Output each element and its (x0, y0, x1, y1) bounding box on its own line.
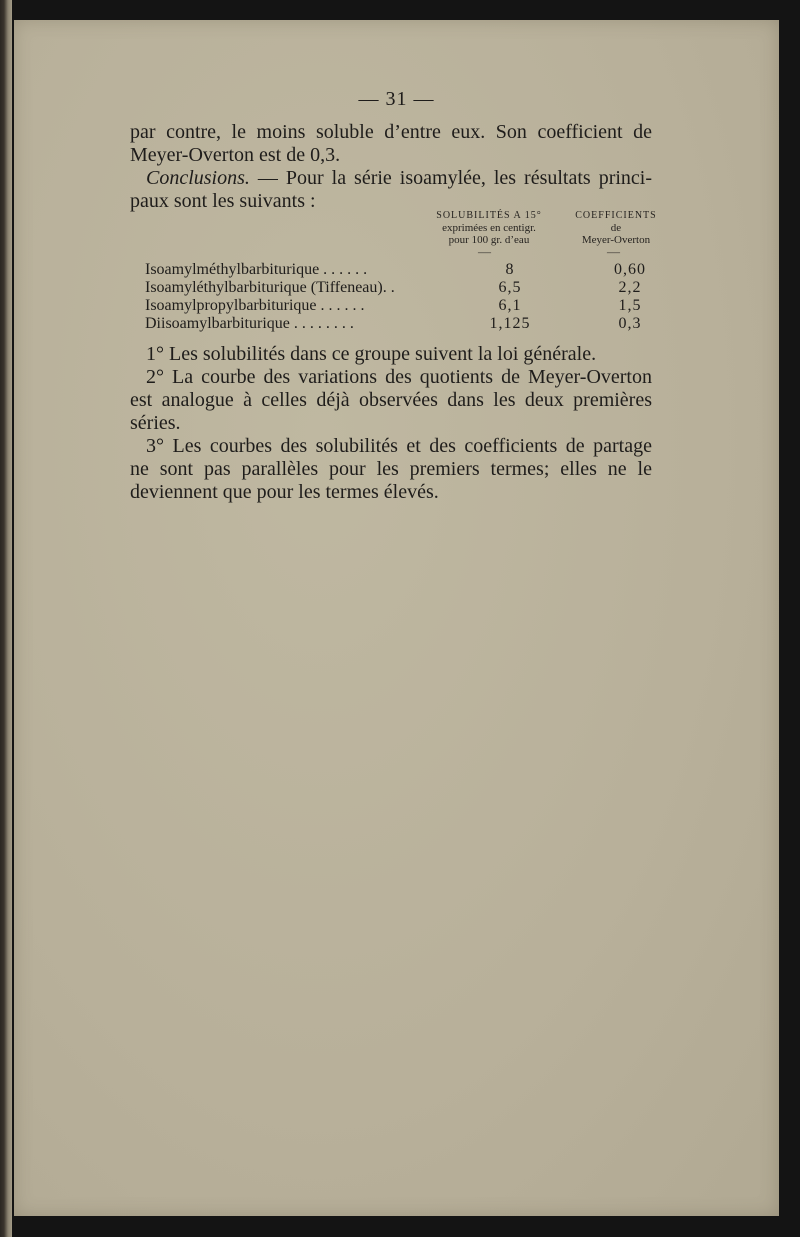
compound-name: Isoamylméthylbarbiturique . . . . . . (145, 261, 368, 278)
compound-name: Isoamyléthylbarbiturique (Tiffeneau). . (145, 279, 395, 296)
table-row (145, 314, 685, 333)
point-3-line-3: deviennent que pour les termes élevés. (130, 481, 439, 503)
compound-name: Diisoamylbarbiturique . . . . . . . . (145, 315, 354, 332)
coefficient-value: 1,5 (618, 297, 642, 314)
table-row (145, 278, 685, 297)
conclusions-line-1 (130, 167, 652, 190)
solubility-column-header (419, 210, 559, 246)
binding-edge (0, 0, 12, 1237)
conclusions-paragraph (130, 167, 652, 213)
point-2-paragraph (130, 366, 652, 435)
conclusions-line-2: paux sont les suivants : (130, 190, 316, 212)
solubility-value: 6,1 (498, 297, 522, 314)
solubility-header-dash: — (478, 244, 491, 259)
page-number: — 31 — (358, 88, 435, 110)
coefficient-value: 0,60 (614, 261, 646, 278)
coefficient-header-line-3: Meyer-Overton (581, 234, 651, 246)
compound-name: Isoamylpropylbarbiturique . . . . . . (145, 297, 365, 314)
conclusions-label: Conclusions. (146, 167, 250, 189)
coefficient-value: 2,2 (618, 279, 642, 296)
solubility-value: 8 (505, 261, 515, 278)
coefficient-header-line-1: COEFFICIENTS (575, 210, 657, 221)
point-2-line-3: séries. (130, 412, 181, 434)
table-row (145, 260, 685, 279)
solubility-value: 6,5 (498, 279, 522, 296)
point-1-line: 1° Les solubilités dans ce groupe suivent la loi générale. (146, 343, 597, 365)
coefficient-header-line-2: de (610, 222, 622, 234)
solubility-header-line-1: SOLUBILITÉS A 15° (436, 210, 542, 221)
solubility-header-line-3: pour 100 gr. d’eau (448, 234, 530, 246)
point-2-line-1: 2° La courbe des variations des quotients de Meyer-Overton (146, 366, 652, 388)
table-row (145, 296, 685, 315)
intro-paragraph (130, 121, 652, 167)
solubility-header-line-2: exprimées en centigr. (442, 222, 536, 234)
solubility-value: 1,125 (489, 315, 531, 332)
point-1-paragraph (130, 343, 652, 366)
point-3-paragraph (130, 435, 652, 504)
point-2-line-2: est analogue à celles déjà observées dans les deux premières (130, 389, 652, 411)
coefficient-header-dash: — (607, 244, 620, 259)
point-3-line-1: 3° Les courbes des solubilités et des coefficients de partage (146, 435, 652, 457)
conclusions-text: — Pour la série isoamylée, les résultats princi- (249, 167, 652, 189)
book-page (14, 20, 779, 1216)
point-3-line-2: ne sont pas parallèles pour les premiers termes; elles ne le (130, 458, 652, 480)
intro-line-1: par contre, le moins soluble d’entre eux. Son coefficient de (130, 121, 652, 143)
coefficient-value: 0,3 (618, 315, 642, 332)
intro-line-2: Meyer-Overton est de 0,3. (130, 144, 341, 166)
coefficient-column-header (560, 210, 672, 246)
